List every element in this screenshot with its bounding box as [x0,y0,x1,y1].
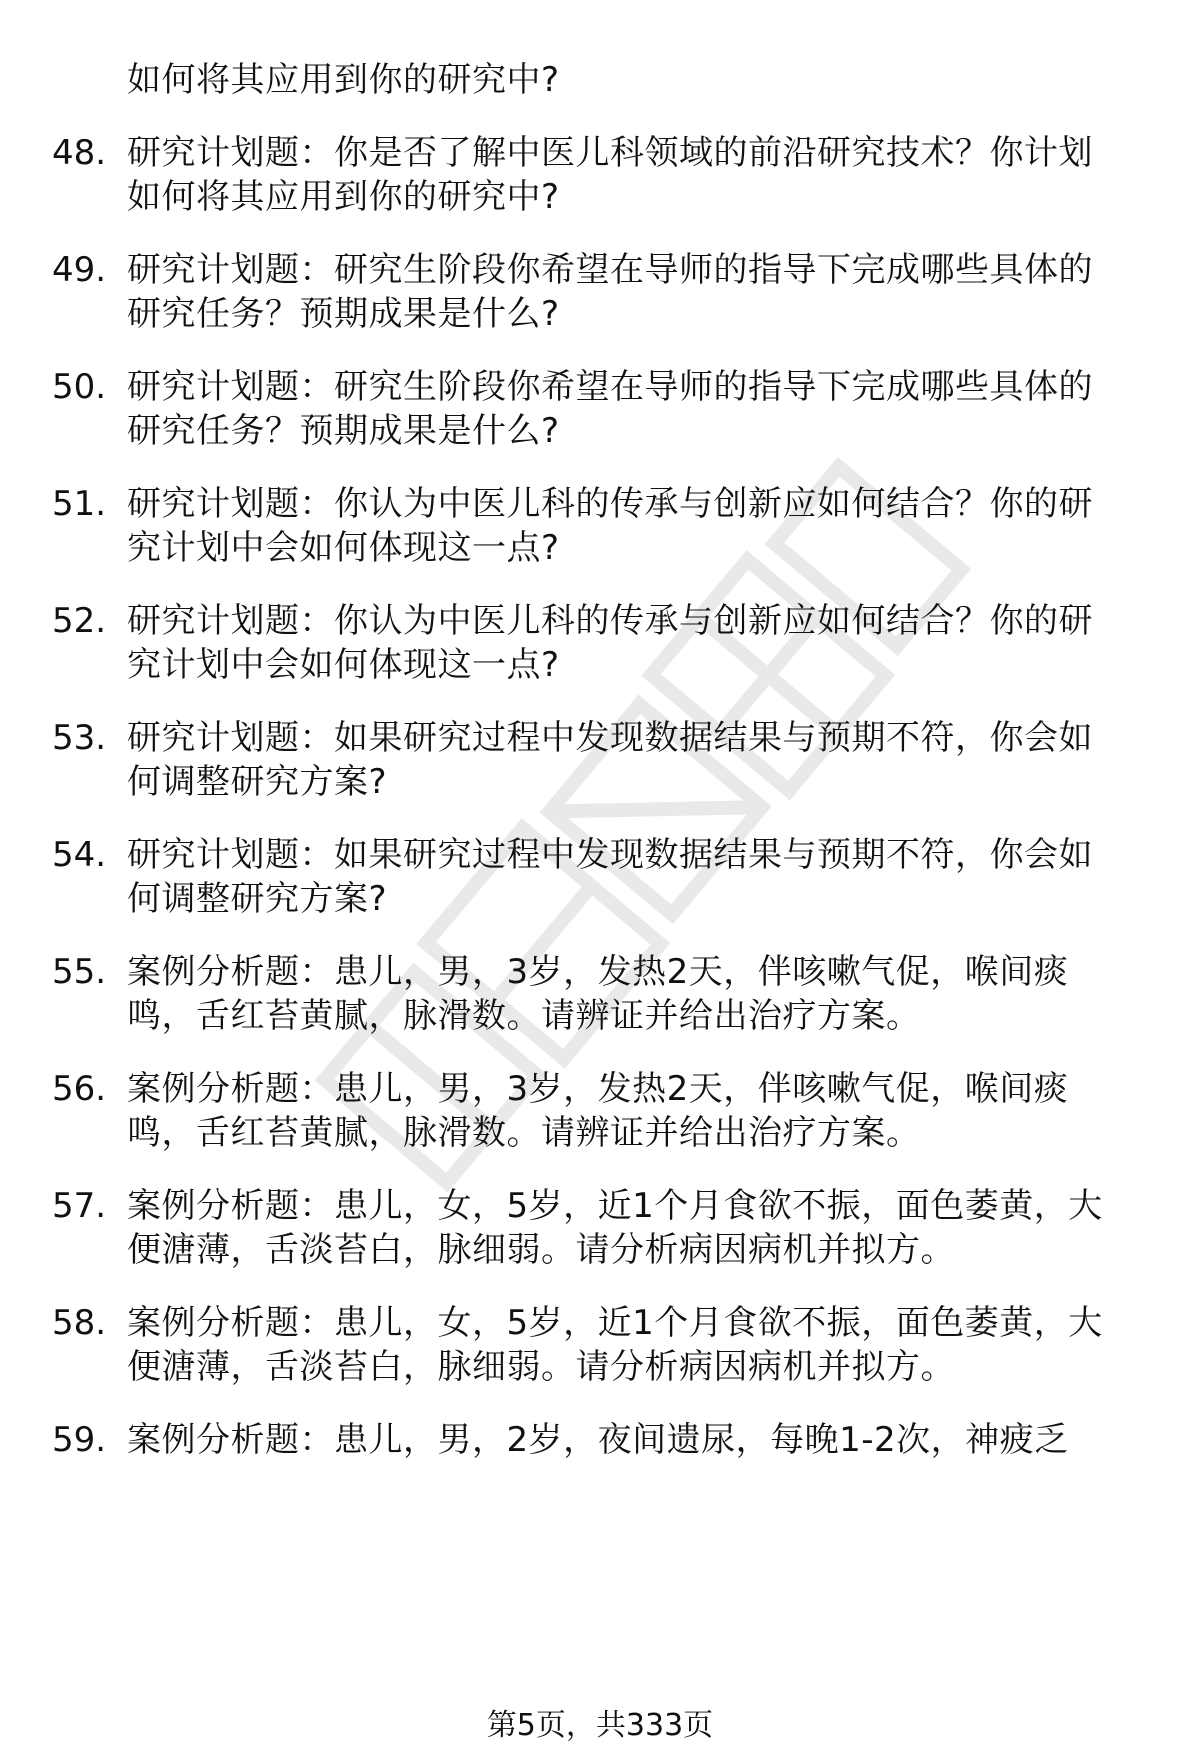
item-text-line: 便溏薄，舌淡苔白，脉细弱。请分析病因病机并拟方。 [127,1347,955,1387]
item-text-line: 如何将其应用到你的研究中? [127,177,560,217]
item-text-line: 便溏薄，舌淡苔白，脉细弱。请分析病因病机并拟方。 [127,1230,955,1270]
item-text-line: 鸣，舌红苔黄腻，脉滑数。请辨证并给出治疗方案。 [127,1113,921,1153]
item-text-line: 鸣，舌红苔黄腻，脉滑数。请辨证并给出治疗方案。 [127,996,921,1036]
page-footer: 第5页，共333页 [486,1708,714,1743]
item-number: 50. [52,367,107,407]
item-number: 48. [52,133,107,173]
item-text-line: 研究计划题：你认为中医儿科的传承与创新应如何结合？你的研 [127,601,1093,641]
item-text-line: 研究任务？预期成果是什么? [127,411,560,451]
item-number: 53. [52,718,107,758]
item-text-line: 何调整研究方案? [127,879,388,919]
item-number: 57. [52,1186,107,1226]
item-number: 58. [52,1303,107,1343]
item-text-line: 究计划中会如何体现这一点? [127,528,560,568]
item-text-line: 案例分析题：患儿，女，5岁，近1个月食欲不振，面色萎黄，大 [127,1303,1103,1343]
item-number: 56. [52,1069,107,1109]
item-text-line: 案例分析题：患儿，男，3岁，发热2天，伴咳嗽气促，喉间痰 [127,1069,1069,1109]
item-text-line: 研究计划题：如果研究过程中发现数据结果与预期不符，你会如 [127,718,1093,758]
item-text-line: 研究任务？预期成果是什么? [127,294,560,334]
item-number: 59. [52,1420,107,1460]
item-number: 51. [52,484,107,524]
item-text-line: 何调整研究方案? [127,762,388,802]
item-text-line: 研究计划题：你是否了解中医儿科领域的前沿研究技术？你计划 [127,133,1093,173]
item-text-line: 究计划中会如何体现这一点? [127,645,560,685]
item-number: 55. [52,952,107,992]
continuation-line: 如何将其应用到你的研究中? [127,60,560,100]
item-text-line: 研究计划题：研究生阶段你希望在导师的指导下完成哪些具体的 [127,250,1093,290]
item-text-line: 案例分析题：患儿，男，2岁，夜间遗尿，每晚1-2次，神疲乏 [127,1420,1069,1460]
item-number: 49. [52,250,107,290]
item-text-line: 研究计划题：你认为中医儿科的传承与创新应如何结合？你的研 [127,484,1093,524]
item-text-line: 案例分析题：患儿，女，5岁，近1个月食欲不振，面色萎黄，大 [127,1186,1103,1226]
item-number: 52. [52,601,107,641]
item-number: 54. [52,835,107,875]
item-text-line: 研究计划题：研究生阶段你希望在导师的指导下完成哪些具体的 [127,367,1093,407]
item-text-line: 案例分析题：患儿，男，3岁，发热2天，伴咳嗽气促，喉间痰 [127,952,1069,992]
item-text-line: 研究计划题：如果研究过程中发现数据结果与预期不符，你会如 [127,835,1093,875]
